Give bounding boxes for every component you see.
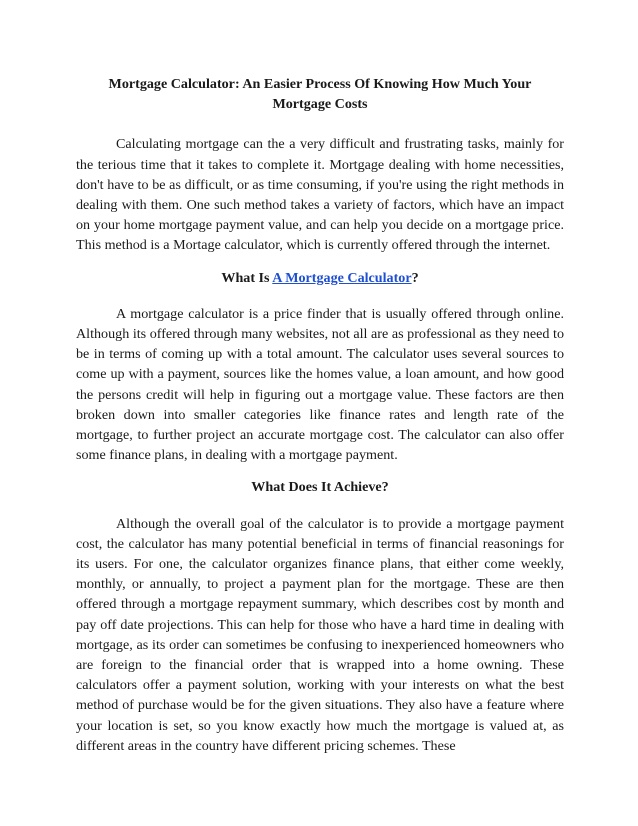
paragraph-definition: A mortgage calculator is a price finder that is usually offered through online. Although its offered through many websites, not all are as professional as they need to be in terms of coming up with a total amount. The calculator uses several sources to come up with a payment, sources like the homes value, a loan amount, and how good the persons credit will help in figuring out a mortgage value. These factors are then broken down into smaller categories like finance rates and length rate of the mortgage, to further project an accurate mortgage cost. The calculator can also offer some finance plans, in dealing with a mortgage payment. xyxy=(76,305,564,464)
paragraph-intro: Calculating mortgage can the a very difficult and frustrating tasks, mainly for the terious time that it takes to complete it. Mortgage dealing with home necessities, don't have to be as difficult, or as time consuming, if you're using the right methods in dealing with them. One such method takes a variety of factors, which have an impact on your home mortgage payment value, and can help you decide on a mortgage price. This method is a Mortage calculator, which is currently offered through the internet. xyxy=(76,136,564,254)
heading-what-is-suffix: ? xyxy=(411,269,419,286)
document-body xyxy=(76,74,564,756)
heading-what-is xyxy=(76,268,564,288)
paragraph-benefits: Although the overall goal of the calculator is to provide a mortgage payment cost, the calculator has many potential beneficial in terms of financial reasonings for its users. For one, the calculator organizes finance plans, that either come weekly, monthly, or annually, to project a payment plan for the mortgage. These are then offered through a mortgage repayment summary, which describes cost by month and pay off date projections. This can help for those who have a hard time in dealing with mortgage, as its order can sometimes be confusing to inexperienced homeowners who are foreign to the financial order that is wrapped into a home owning. These calculators offer a payment solution, working with your interests on what the best method of purchase would be for the given situations. They also have a feature where your location is set, so you know exactly how much the mortgage is valued at, as different areas in the country have different pricing schemes. These xyxy=(76,515,564,754)
document-title: Mortgage Calculator: An Easier Process Of Knowing How Much Your Mortgage Costs xyxy=(108,76,532,113)
mortgage-calculator-link[interactable]: A Mortgage Calculator xyxy=(272,269,412,286)
heading-what-does-it-achieve: What Does It Achieve? xyxy=(251,479,389,496)
heading-what-is-prefix: What Is xyxy=(221,269,273,286)
